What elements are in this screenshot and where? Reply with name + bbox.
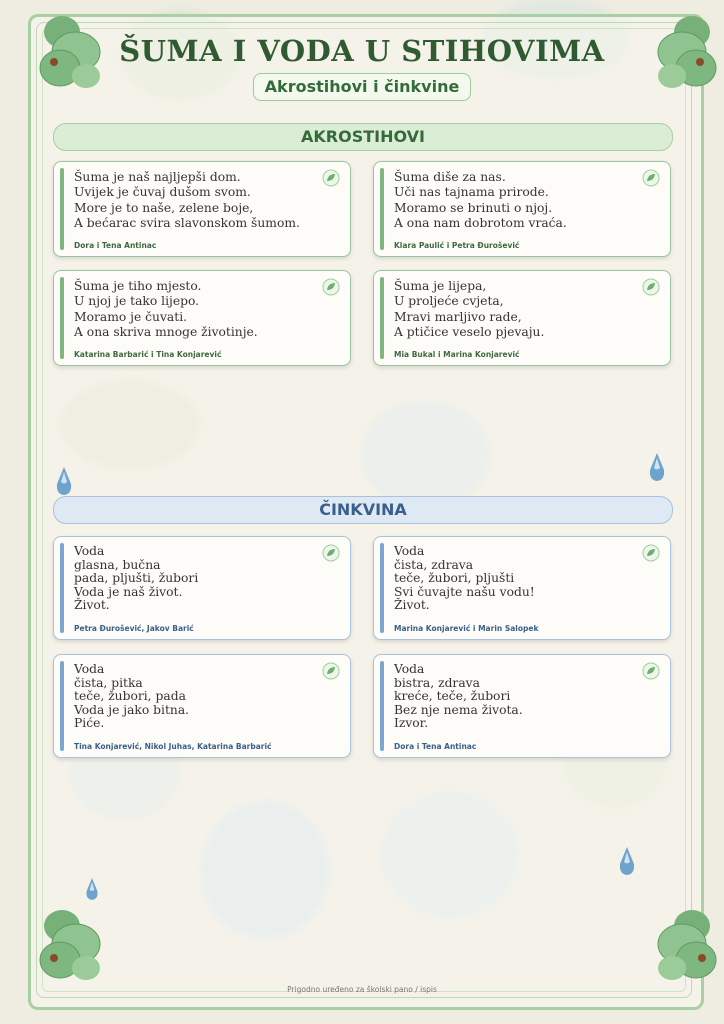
poem-authors: Klara Paulić i Petra Đurošević <box>394 241 520 250</box>
poem-text <box>394 170 642 231</box>
card-accent-stripe <box>380 277 384 359</box>
poem-line: Život. <box>74 598 110 613</box>
water-drop-icon <box>648 452 666 482</box>
poem-line: glasna, bučna <box>74 557 161 572</box>
water-drop-icon <box>55 466 73 496</box>
poem-card <box>53 161 351 257</box>
poem-text <box>394 279 642 340</box>
poem-card <box>373 536 671 640</box>
poem-card <box>373 161 671 257</box>
poem-authors: Dora i Tena Antinac <box>74 241 157 250</box>
poem-line: čista, zdrava <box>394 557 474 572</box>
poem-line: Voda je naš život. <box>74 584 183 599</box>
poem-line: Voda <box>394 544 425 558</box>
water-drop-icon <box>85 876 99 902</box>
poem-line: pada, pljušti, žubori <box>74 571 199 586</box>
card-accent-stripe <box>60 661 64 751</box>
page-title: ŠUMA I VODA U STIHOVIMA <box>119 34 605 68</box>
leaf-badge-icon <box>322 544 340 562</box>
poem-text <box>394 545 642 613</box>
section-heading-akrostihovi: AKROSTIHOVI <box>53 123 673 151</box>
card-accent-stripe <box>380 543 384 633</box>
poem-text <box>74 663 322 731</box>
poem-authors: Tina Konjarević, Nikol Juhas, Katarina Barbarić <box>74 742 272 751</box>
poem-line: U njoj je tako lijepo. <box>74 294 200 309</box>
poem-text <box>74 279 322 340</box>
poem-line: Uči nas tajnama prirode. <box>394 185 549 200</box>
poem-line: Moramo je čuvati. <box>74 309 188 324</box>
poem-card <box>53 270 351 366</box>
card-accent-stripe <box>380 661 384 751</box>
poem-line: teče, žubori, pada <box>74 689 186 704</box>
poem-card <box>53 654 351 758</box>
poem-card <box>373 270 671 366</box>
poem-line: A ona nam dobrotom vraća. <box>394 215 567 230</box>
leaf-badge-icon <box>322 662 340 680</box>
poem-line: kreće, teče, žubori <box>394 689 511 704</box>
poem-text <box>394 663 642 731</box>
poem-line: Šuma je lijepa, <box>394 279 487 293</box>
poem-line: Voda je jako bitna. <box>74 702 190 717</box>
poem-line: A bećarac svira slavonskom šumom. <box>74 215 300 230</box>
poem-line: Moramo se brinuti o njoj. <box>394 200 553 215</box>
poem-line: Šuma je naš najljepši dom. <box>74 170 241 184</box>
poem-authors: Katarina Barbarić i Tina Konjarević <box>74 350 222 359</box>
poem-text <box>74 545 322 613</box>
poem-line: Svi čuvajte našu vodu! <box>394 584 535 599</box>
poem-line: A ona skriva mnoge životinje. <box>74 324 258 339</box>
poem-line: Voda <box>394 662 425 676</box>
poem-line: Uvijek je čuvaj dušom svom. <box>74 185 251 200</box>
poem-line: teče, žubori, pljušti <box>394 571 515 586</box>
poem-card <box>373 654 671 758</box>
poem-authors: Mia Bukal i Marina Konjarević <box>394 350 520 359</box>
card-accent-stripe <box>60 277 64 359</box>
card-accent-stripe <box>60 543 64 633</box>
poem-line: Šuma je tiho mjesto. <box>74 279 202 293</box>
page-footer: Prigodno uređeno za školski pano / ispis <box>287 985 437 994</box>
poem-line: Izvor. <box>394 716 429 731</box>
leaf-badge-icon <box>322 169 340 187</box>
poem-authors: Dora i Tena Antinac <box>394 742 477 751</box>
leaf-badge-icon <box>642 544 660 562</box>
poem-line: čista, pitka <box>74 675 143 690</box>
poem-line: Bez nje nema života. <box>394 702 523 717</box>
poem-text <box>74 170 322 231</box>
water-drop-icon <box>618 846 636 876</box>
poem-line: Piće. <box>74 716 105 731</box>
section-heading-cinkvina: ČINKVINA <box>53 496 673 524</box>
leaf-badge-icon <box>642 278 660 296</box>
poem-line: Šuma diše za nas. <box>394 170 506 184</box>
poem-line: A ptičice veselo pjevaju. <box>394 324 545 339</box>
poem-line: Voda <box>74 662 105 676</box>
poem-line: bistra, zdrava <box>394 675 480 690</box>
poem-authors: Petra Đurošević, Jakov Barić <box>74 624 194 633</box>
poem-line: Mravi marljivo rade, <box>394 309 522 324</box>
poem-line: Voda <box>74 544 105 558</box>
poem-card <box>53 536 351 640</box>
leaf-badge-icon <box>642 662 660 680</box>
leaf-corner-icon <box>34 904 104 984</box>
poem-line: U proljeće cvjeta, <box>394 294 504 309</box>
page-subtitle: Akrostihovi i činkvine <box>253 73 471 101</box>
leaf-badge-icon <box>642 169 660 187</box>
leaf-corner-icon <box>652 904 722 984</box>
leaf-badge-icon <box>322 278 340 296</box>
poem-authors: Marina Konjarević i Marin Salopek <box>394 624 539 633</box>
poem-line: More je to naše, zelene boje, <box>74 200 254 215</box>
poem-line: Život. <box>394 598 430 613</box>
card-accent-stripe <box>380 168 384 250</box>
card-accent-stripe <box>60 168 64 250</box>
